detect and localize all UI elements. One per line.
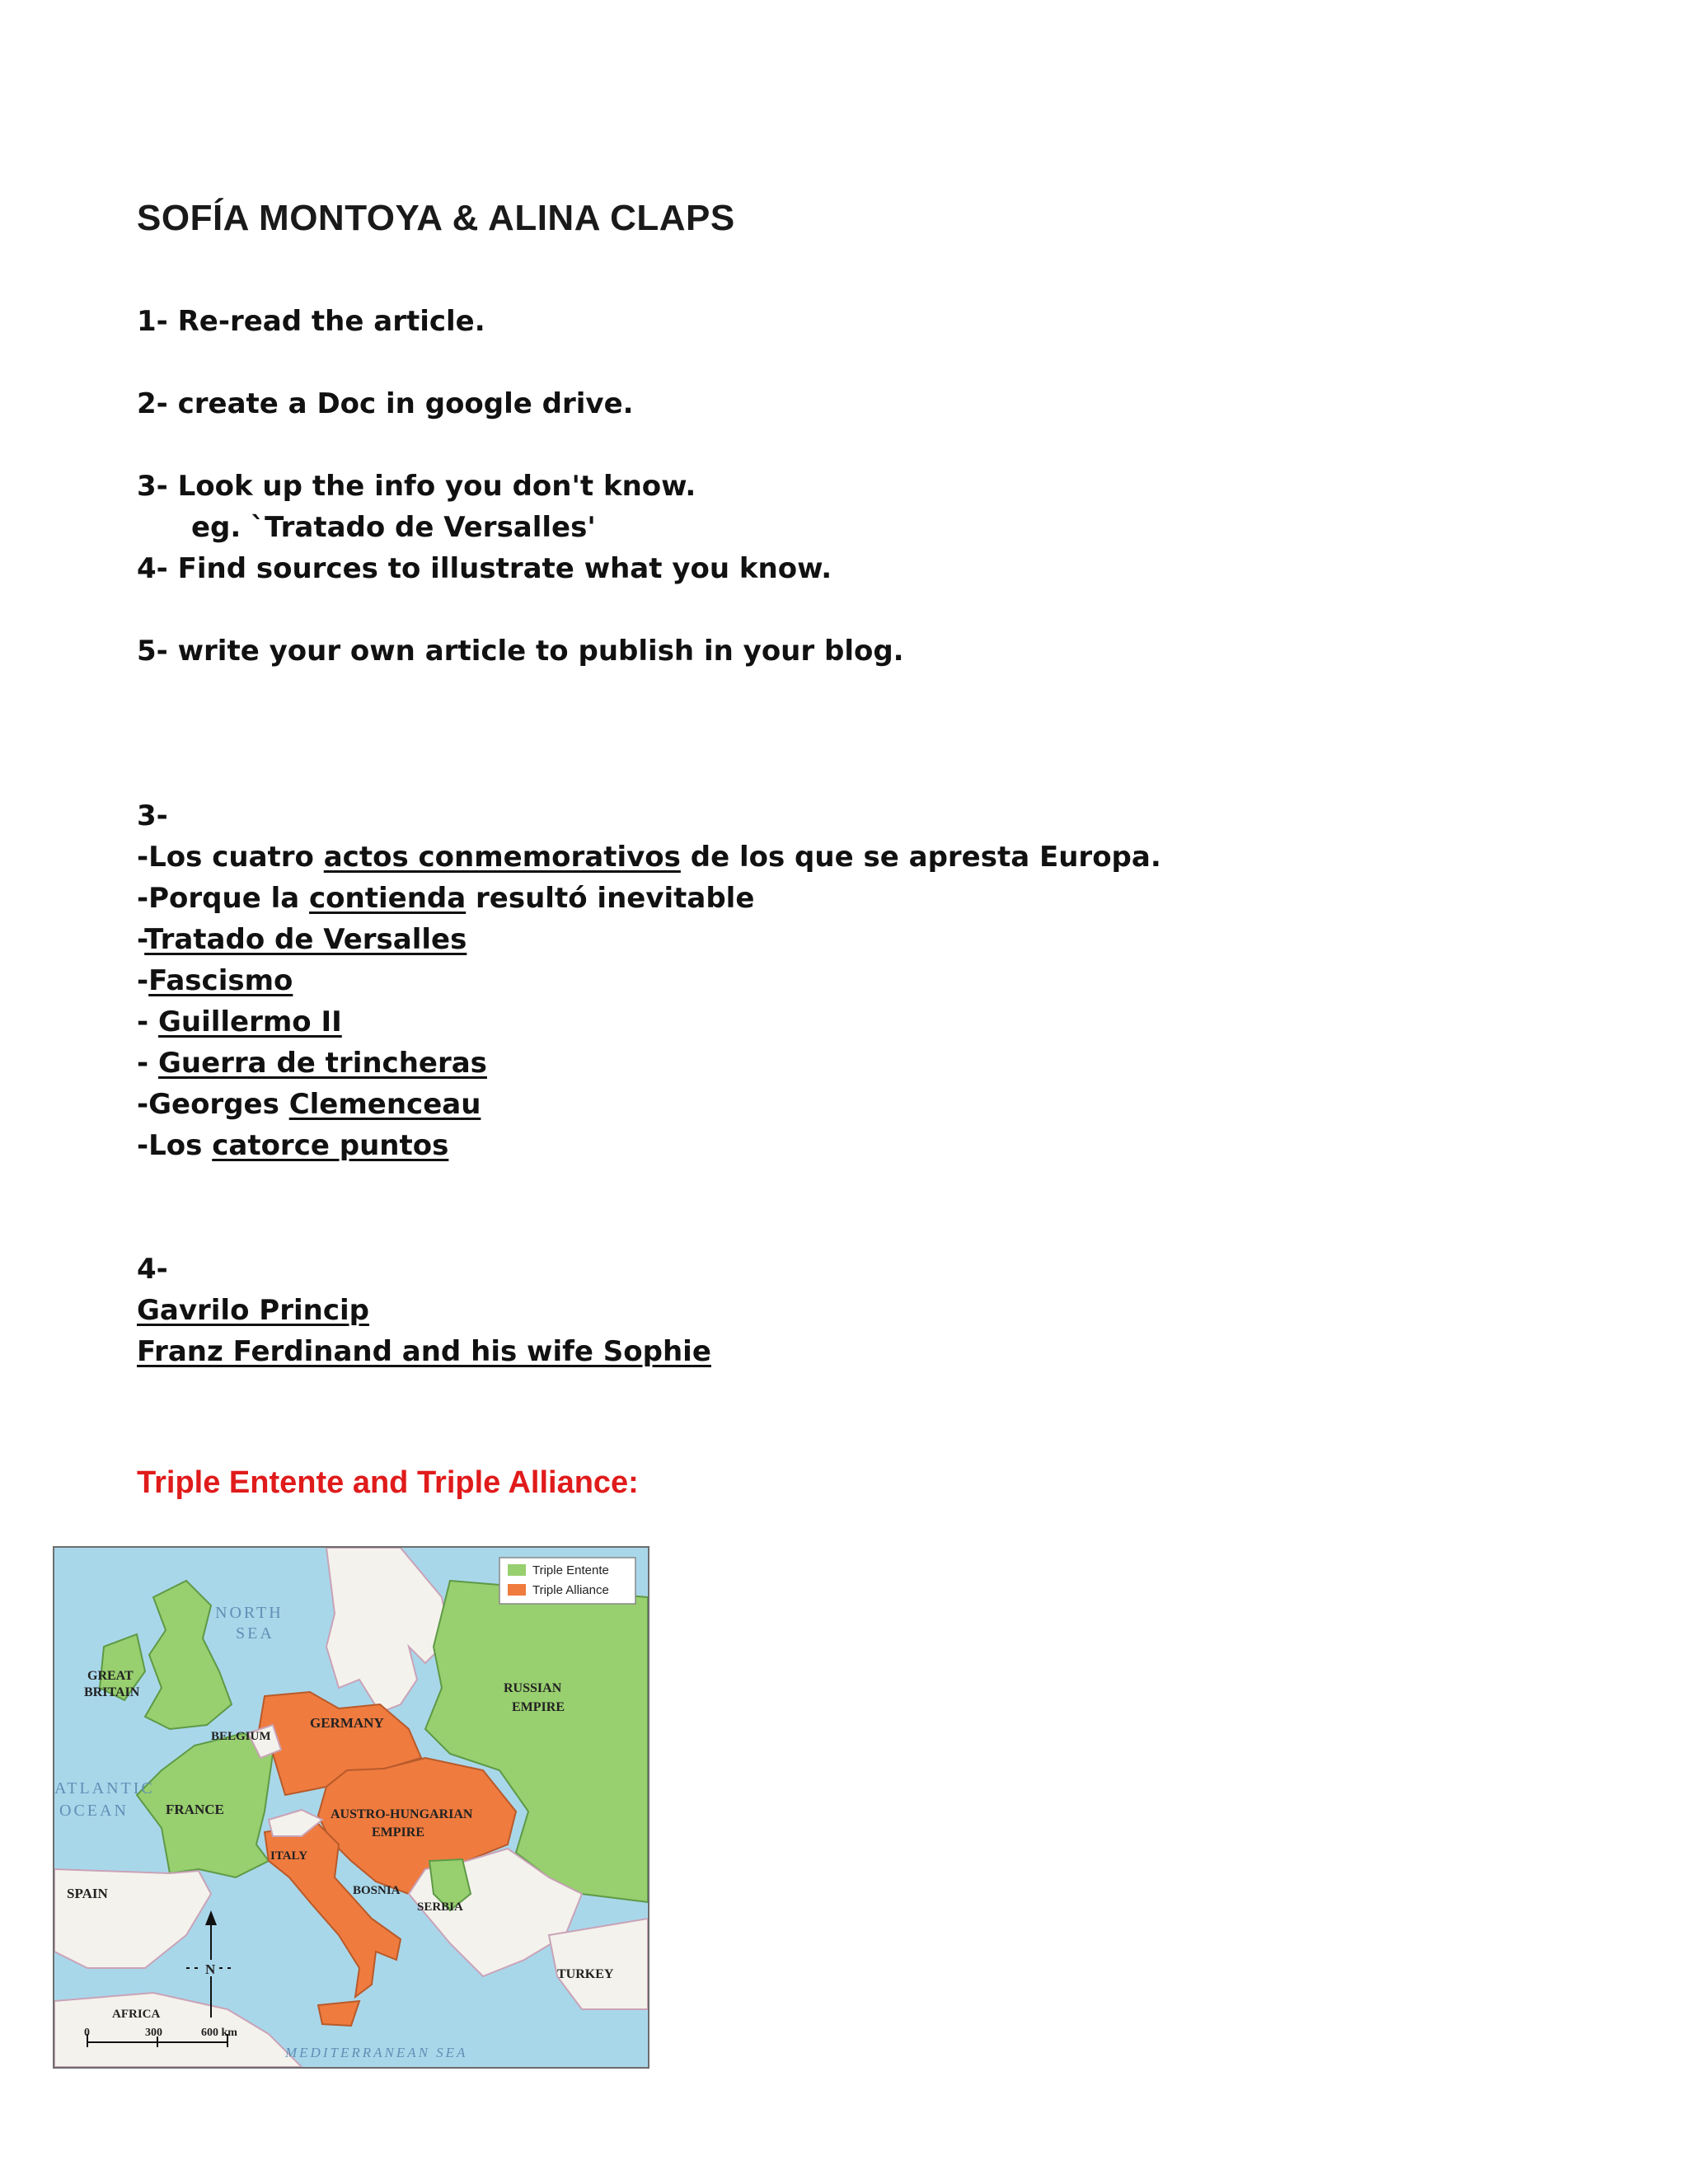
- link-guerra-de-trincheras[interactable]: Guerra de trincheras: [157, 1047, 487, 1080]
- item-text: -Los cuatro: [137, 841, 324, 874]
- link-actos-conmemorativos[interactable]: actos conmemorativos: [323, 841, 681, 874]
- europe-alliances-map: [53, 1546, 649, 2069]
- item-text: resultó inevitable: [466, 882, 755, 915]
- legend-alliance-label: Triple Alliance: [532, 1583, 609, 1597]
- step-1: 1- Re-read the article.: [137, 305, 485, 338]
- north-label: N: [205, 1961, 216, 1977]
- item-text: -: [137, 923, 145, 956]
- section-4-item: [137, 1294, 369, 1327]
- label-belgium: BELGIUM: [211, 1730, 271, 1743]
- item-text: -: [137, 1047, 158, 1080]
- label-turkey: TURKEY: [557, 1967, 614, 1981]
- label-mediterranean: MEDITERRANEAN SEA: [285, 2045, 468, 2060]
- label-great-britain-2: BRITAIN: [84, 1685, 140, 1699]
- link-catorce-puntos[interactable]: catorce puntos: [212, 1129, 449, 1162]
- step-4: 4- Find sources to illustrate what you know.: [137, 552, 832, 585]
- step-3: 3- Look up the info you don't know.: [137, 470, 696, 503]
- item-text: de los que se apresta Europa.: [680, 841, 1161, 874]
- section-3-item: [137, 964, 293, 997]
- section-4-item: [137, 1335, 711, 1368]
- map-heading: Triple Entente and Triple Alliance:: [137, 1465, 639, 1500]
- link-fascismo[interactable]: Fascismo: [148, 964, 293, 997]
- label-atlantic-1: ATLANTIC: [54, 1779, 155, 1797]
- section-3-item: [137, 923, 467, 956]
- label-bosnia: BOSNIA: [353, 1884, 401, 1897]
- map-svg: [54, 1548, 648, 2067]
- link-contienda[interactable]: contienda: [309, 882, 467, 915]
- item-text: -Los: [137, 1129, 213, 1162]
- section-3-item: [137, 882, 754, 915]
- label-france: FRANCE: [166, 1802, 224, 1817]
- item-text: -Porque la: [137, 882, 310, 915]
- section-3-heading: 3-: [137, 799, 168, 832]
- legend-alliance-swatch: [508, 1584, 526, 1596]
- step-3-example: eg. `Tratado de Versalles': [191, 511, 596, 544]
- item-text: -Georges: [137, 1088, 289, 1121]
- label-russian-empire-2: EMPIRE: [512, 1700, 565, 1714]
- scale-end: 600 km: [201, 2027, 237, 2039]
- region-sicily: [318, 2001, 359, 2026]
- label-germany: GERMANY: [310, 1715, 384, 1731]
- item-text: -: [137, 1005, 158, 1038]
- step-2: 2- create a Doc in google drive.: [137, 387, 634, 420]
- link-franz-ferdinand[interactable]: Franz Ferdinand and his wife Sophie: [137, 1335, 711, 1368]
- label-north-sea-1: NORTH: [215, 1604, 284, 1622]
- legend-entente-swatch: [508, 1564, 526, 1576]
- map-legend: [499, 1558, 635, 1604]
- label-spain: SPAIN: [67, 1886, 108, 1901]
- section-4-heading: 4-: [137, 1253, 168, 1286]
- label-russian-empire-1: RUSSIAN: [504, 1681, 562, 1695]
- label-italy: ITALY: [270, 1849, 308, 1863]
- section-3-item: [137, 1047, 487, 1080]
- link-guillermo-ii[interactable]: Guillermo II: [157, 1005, 342, 1038]
- scale-mid: 300: [145, 2027, 162, 2039]
- label-serbia: SERBIA: [417, 1900, 463, 1914]
- section-3-item: [137, 841, 1161, 874]
- page-title: SOFÍA MONTOYA & ALINA CLAPS: [137, 198, 735, 238]
- label-atlantic-2: OCEAN: [59, 1802, 129, 1820]
- label-north-sea-2: SEA: [236, 1624, 274, 1643]
- legend-entente-label: Triple Entente: [532, 1563, 609, 1577]
- section-3-item: [137, 1005, 342, 1038]
- item-text: -: [137, 964, 149, 997]
- label-great-britain-1: GREAT: [87, 1669, 134, 1683]
- label-austro-hungarian-1: AUSTRO-HUNGARIAN: [331, 1807, 473, 1821]
- scale-zero: 0: [84, 2027, 90, 2039]
- link-clemenceau[interactable]: Clemenceau: [288, 1088, 481, 1121]
- section-3-item: [137, 1088, 481, 1121]
- link-gavrilo-princip[interactable]: Gavrilo Princip: [137, 1294, 369, 1327]
- label-africa: AFRICA: [112, 2008, 161, 2021]
- section-3-item: [137, 1129, 448, 1162]
- step-5: 5- write your own article to publish in your blog.: [137, 635, 904, 668]
- label-austro-hungarian-2: EMPIRE: [372, 1825, 424, 1840]
- link-tratado-de-versalles[interactable]: Tratado de Versalles: [144, 923, 467, 956]
